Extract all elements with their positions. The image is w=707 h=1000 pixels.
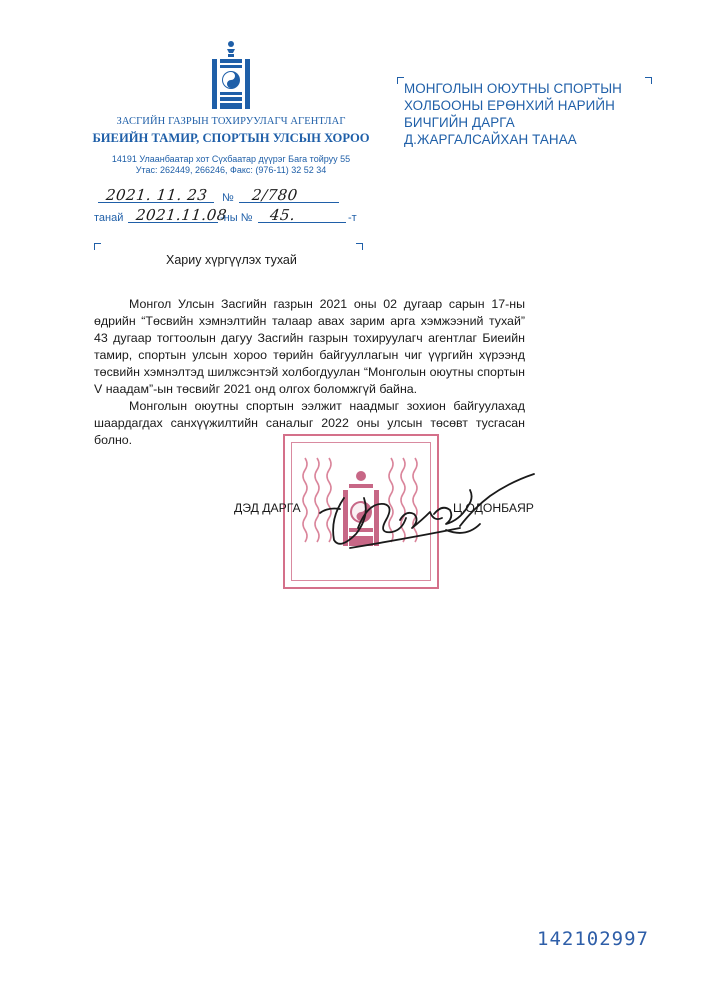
body-paragraph: Монголын оюутны спортын ээлжит наадмыг зохион байгуулахад шаардагдах санхүүжилтийн саналыг 2022 оны улсын төсөвт тусгасан болно. [94, 399, 525, 447]
recipient-line: Д.ЖАРГАЛСАЙХАН ТАНАА [404, 132, 577, 147]
subject-corner-right [356, 243, 363, 250]
org-agency-line: ЗАСГИЙН ГАЗРЫН ТОХИРУУЛАГЧ АГЕНТЛАГ [116, 116, 346, 127]
body-paragraph: Монгол Улсын Засгийн газрын 2021 оны 02 дугаар сарын 17-ны өдрийн “Төсвийн хэмнэлтийн талаар авах зарим арга хэмжээний тухай” 43 дугаар тогтоолын дагуу Засгийн газрын тохируулагч агентлаг Биеийн тамир, спортын улсын хороо төрийн байгууллагын чиг үүргийн хүрээнд төсвийн хэмнэлтэд шилжсэнтэй холбогдуулан “Монголын оюутны спортын V наадам”-ын төсвийг 2021 онд олгох боломжгүй байна. [94, 297, 525, 396]
handwritten-number: 2/780 [251, 186, 299, 204]
org-contacts: Утас: 262449, 266246, Факс: (976-11) 32 52 34 [135, 165, 327, 175]
recipient-line: БИЧГИЙН ДАРГА [404, 115, 515, 130]
number-label: № [222, 192, 234, 204]
handwritten-your-date: 2021.11.08 [135, 206, 228, 224]
signatory-name: Ц.ОДОНБАЯР [453, 501, 534, 515]
recipient-corner-left [397, 77, 404, 84]
signatory-title: ДЭД ДАРГА [234, 501, 301, 515]
recipient-line: ХОЛБООНЫ ЕРӨНХИЙ НАРИЙН [404, 98, 615, 113]
reference-row [92, 206, 362, 226]
state-emblem-icon [211, 40, 251, 112]
recipient-corner-right [645, 77, 652, 84]
org-address: 14191 Улаанбаатар хот Сүхбаатар дүүрэг Бага тойруу 55 [111, 154, 351, 164]
registration-row [92, 186, 362, 206]
handwritten-signature [310, 468, 540, 563]
org-address-block [95, 154, 367, 176]
your-number-suffix: -т [348, 212, 357, 224]
document-number: 142102997 [537, 928, 649, 950]
letter-body [94, 296, 525, 449]
your-number-label: -ны № [220, 212, 253, 224]
recipient-line: МОНГОЛЫН ОЮУТНЫ СПОРТЫН [404, 81, 622, 96]
subject-corner-left [94, 243, 101, 250]
handwritten-your-number: 45. [269, 206, 297, 224]
handwritten-date: 2021. 11. 23 [105, 186, 209, 204]
your-label: танай [94, 212, 124, 224]
subject-line: Хариу хүргүүлэх тухай [166, 253, 297, 267]
org-name: БИЕИЙН ТАМИР, СПОРТЫН УЛСЫН ХОРОО [92, 131, 370, 145]
recipient-block [404, 80, 644, 148]
